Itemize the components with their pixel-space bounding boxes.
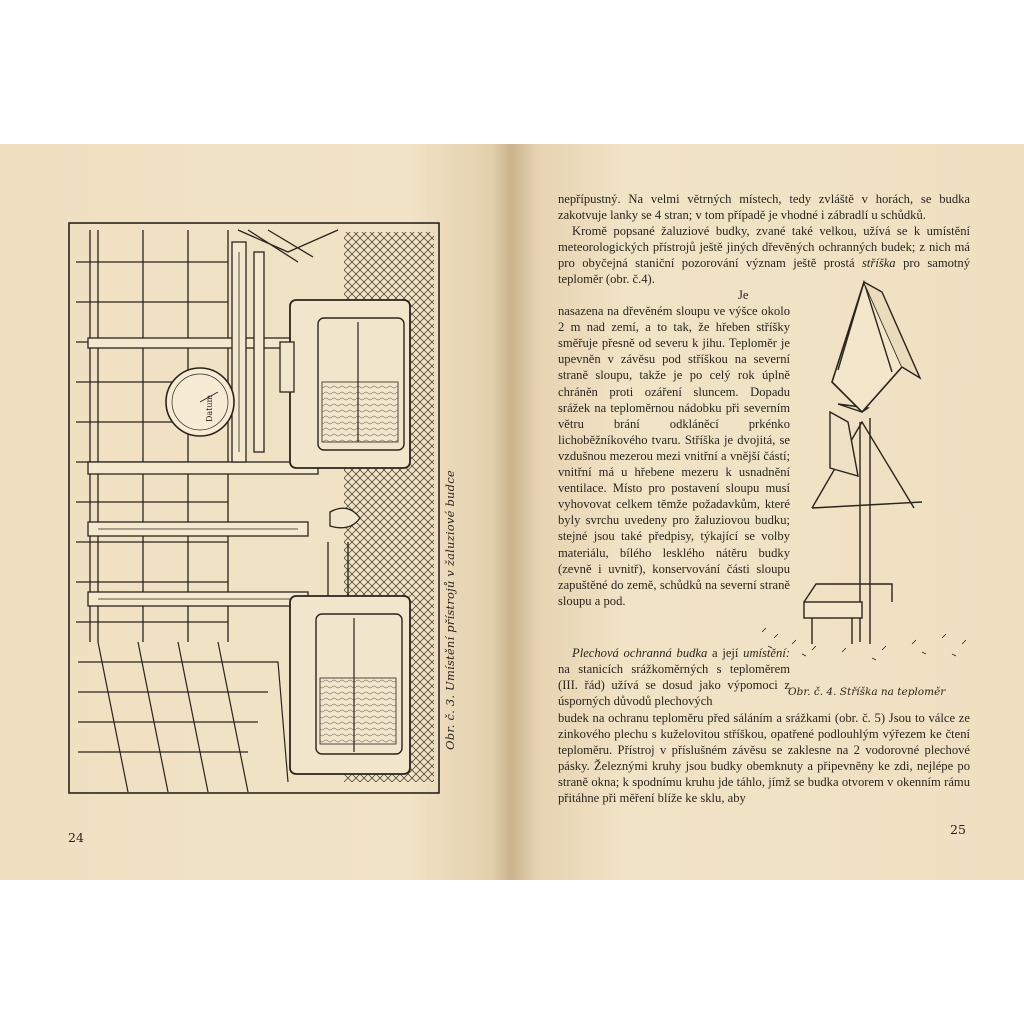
paragraph-3-mid: a její [712, 646, 739, 660]
paragraph-2-text: Kromě popsané žaluziové budky, zvané také velkou, užívá se k umístění meteorologických přístrojů ještě jiných dřevěných ochranných budek; z nich má pro obyčejná staniční pozorování význam ještě prostá [558, 224, 970, 271]
paragraph-1 [558, 191, 970, 223]
left-page [0, 144, 512, 880]
book-spread [0, 144, 1024, 880]
figure-4-caption: Obr. č. 4. Stříška na teploměr [788, 686, 946, 698]
dial-label: Datum [205, 394, 214, 422]
right-page [512, 144, 1024, 880]
paragraph-3-emphasis: Plechová ochranná budka [572, 646, 708, 660]
paragraph-3-body-text: budek na ochranu teploměru před sáláním a srážkami (obr. č. 5) Jsou to válce ze zinkového plechu s kuželovitou stříškou, opatřené podlouhlým výřezem ke čtení teploměru. Přístroj v příslušném závěsu se zaklesne na 2 vodorovné plechové pásky. Železnými kruhy jsou budky obemknuty a připevněny ke zdi, nejlépe po straně okna; k spodnímu kruhu jde táhlo, jímž se budka otvorem v okenním rámu přitáhne při měření blíže ke sklu, aby [558, 711, 970, 806]
paragraph-3-body [558, 710, 970, 807]
figure-4-thermometer-roof-illustration [752, 272, 982, 672]
paragraph-3-narrow: na stanicích srážkoměrných s teploměrem (III. řád) užívá se dosud jako výpomoci z úsporných důvodů plechových [558, 662, 790, 709]
paragraph-1-text: nepřípustný. Na velmi větrných místech, tedy zvláště v horách, se budka zakotvuje lanky se 4 stran; v tom případě je vhodné i zábradlí u schůdků. [558, 192, 970, 223]
figure-3-louvered-screen-illustration [68, 222, 440, 794]
paragraph-2-tail: pro samotný teploměr (obr. č.4). [558, 256, 970, 287]
figure-3-caption: Obr. č. 3. Umístění přístrojů v žaluziové budce [443, 470, 457, 750]
paragraph-2-emphasis: stříška [862, 256, 896, 271]
paragraph-3-emphasis-2: umístění: [743, 646, 791, 660]
paragraph-2-body-text: Je nasazena na dřevěném sloupu ve výšce okolo 2 m nad zemí, a to tak, že hřeben stříšky směřuje přesně od severu k jihu. Teploměr je upevněn v závěsu pod stříškou na severní straně sloupu, takže je po celý rok úplně chráněn proti ozáření sluncem. Dopadu srážek na teploměrnou nádobku při severním větru brání odkláněcí prkénko lichoběžníkového tvaru. Stříška je dvojitá, se vzdušnou mezerou mezi vnitřní a vnější částí; vnitřní má u hřebene mezeru k usnadnění ventilace. Místo pro postavení sloupu musí vyhovovat celkem těmže požadavkům, které byly svrchu uvedeny pro žaluziovou budku; stejné jsou také předpisy, týkající se volby materiálu, bílého lesklého nátěru budky (zevně i uvnitř), konservování části sloupu zapuštěné do země, schůdků na severní straně sloupu a pod. [558, 288, 790, 608]
page-number-right: 25 [950, 822, 966, 837]
page-number-left: 24 [68, 830, 84, 845]
